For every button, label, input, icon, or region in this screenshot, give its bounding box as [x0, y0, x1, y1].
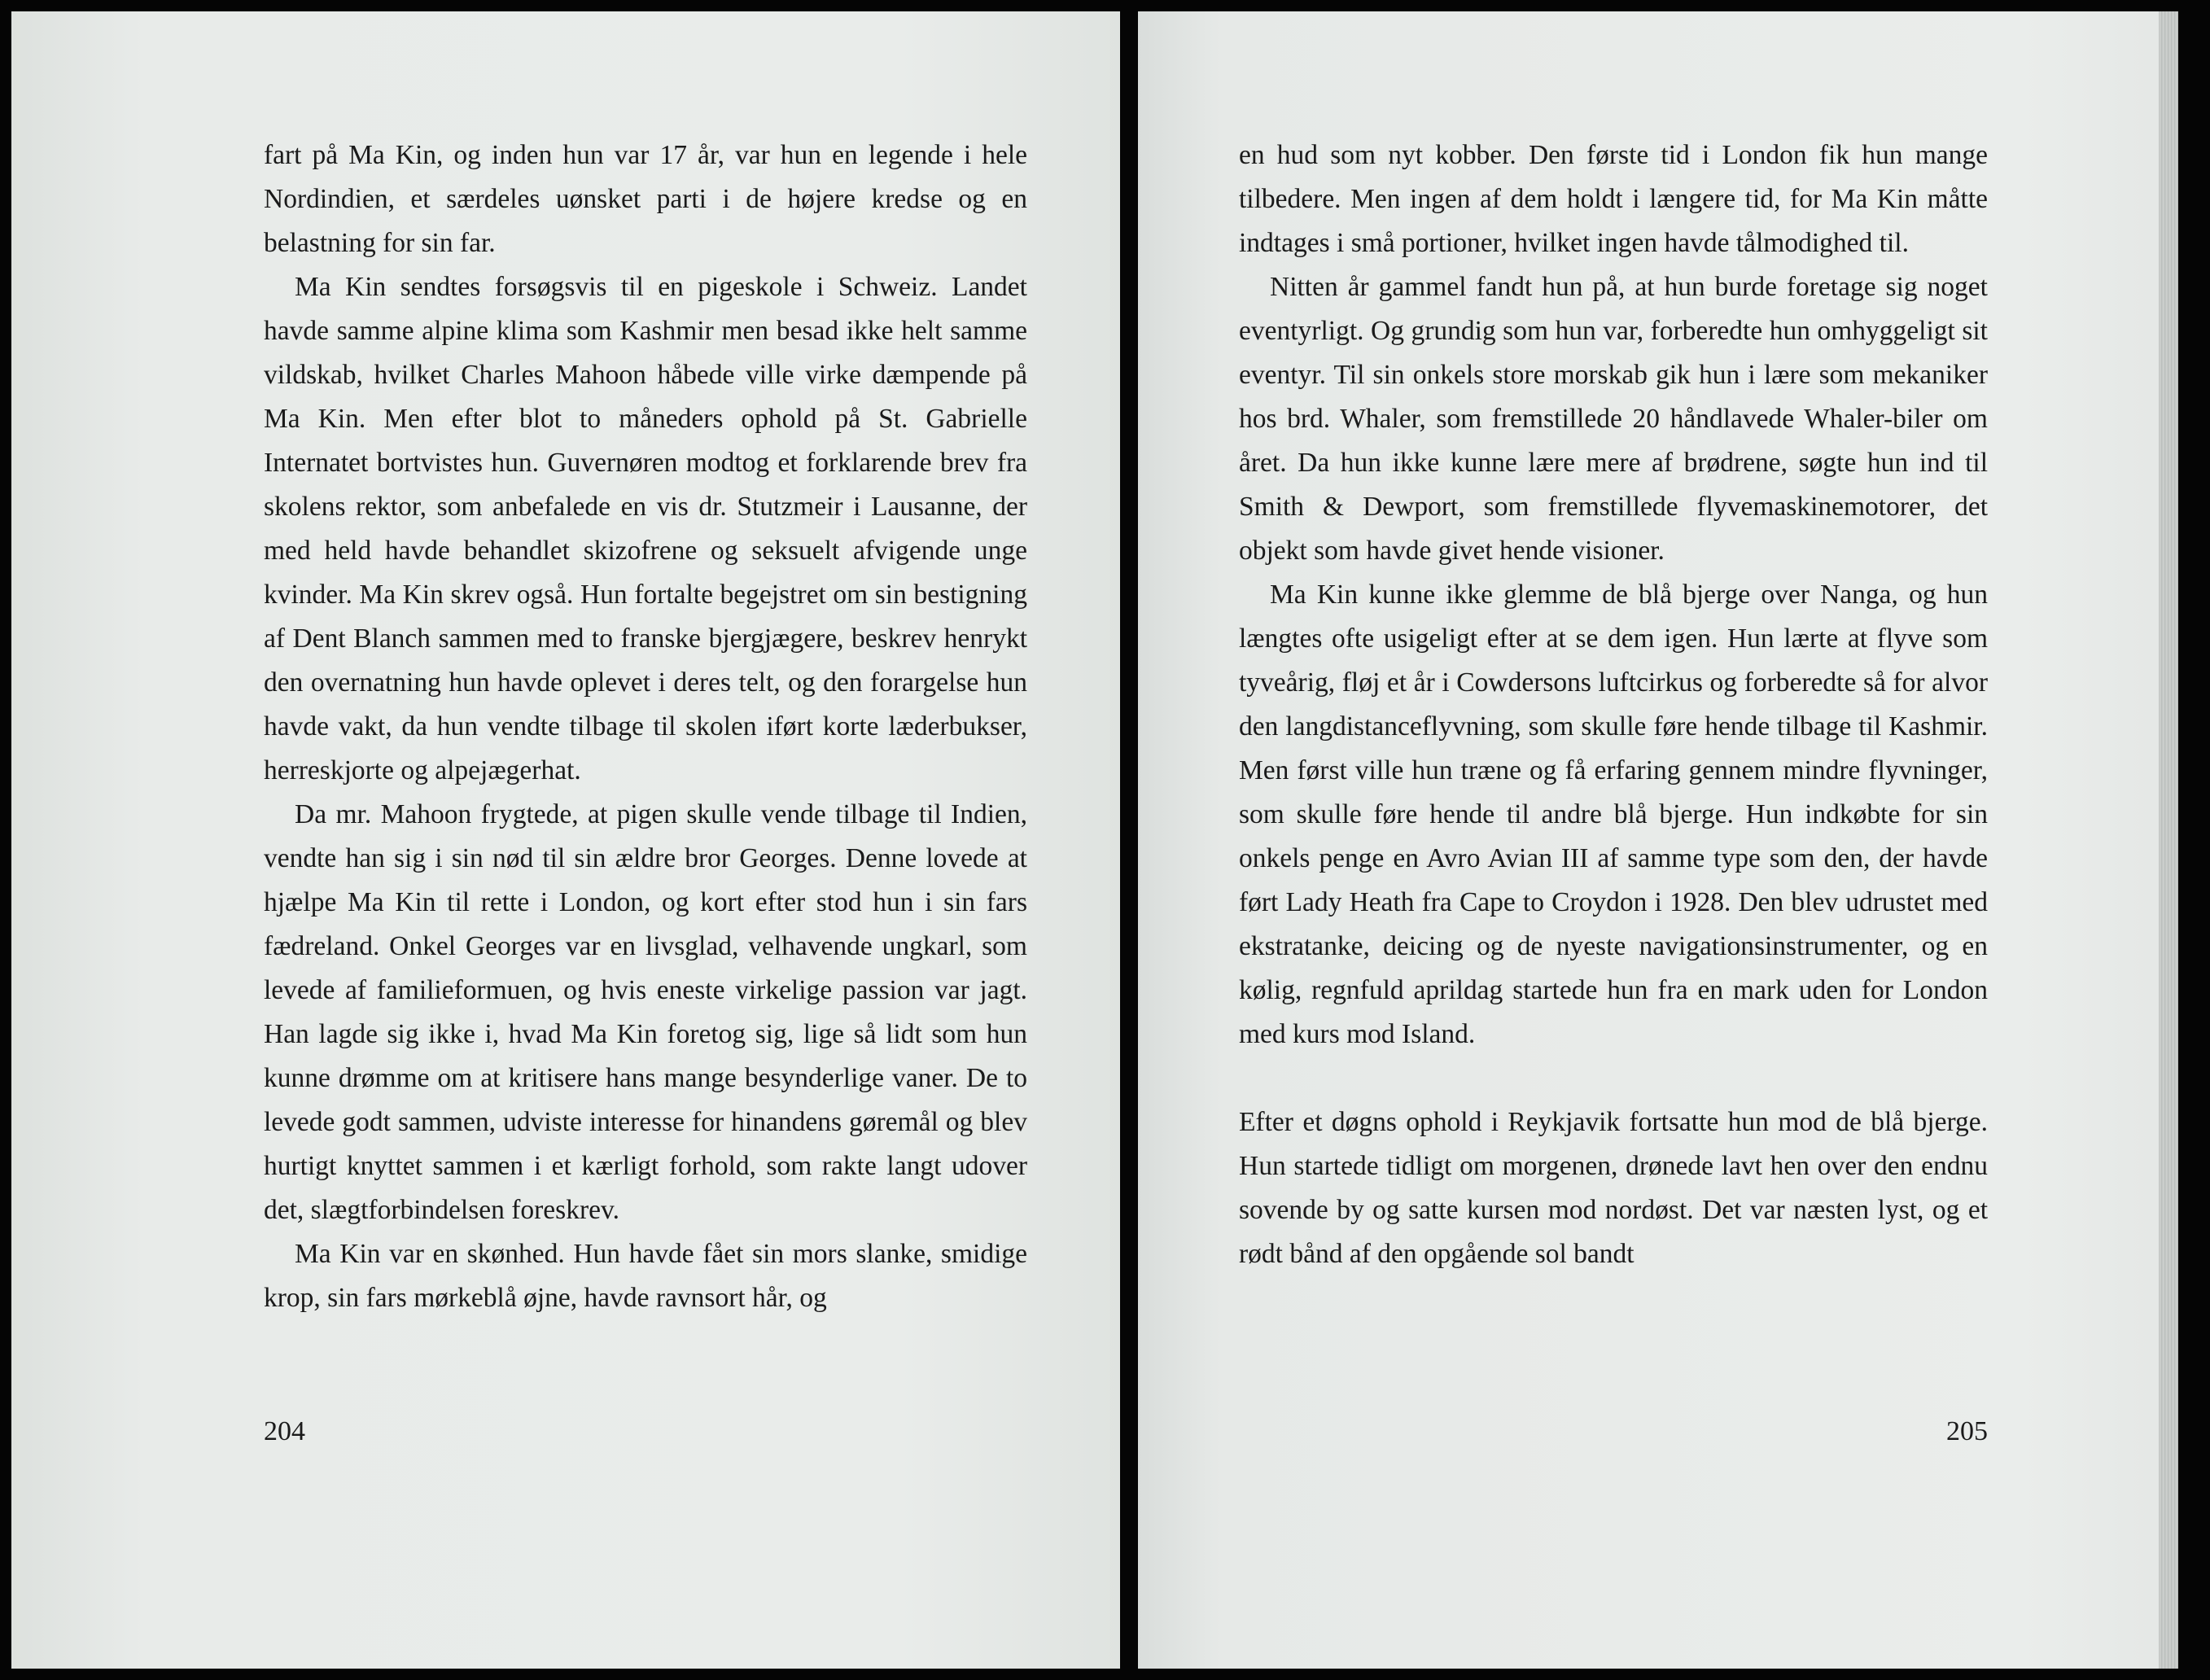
paragraph: en hud som nyt kobber. Den første tid i London fik hun mange tilbedere. Men ingen af dem holdt i længere tid, for Ma Kin måtte indtages i små portioner, hvilket ingen havde tålmodighed til.: [1239, 140, 1988, 258]
page-edge: [2159, 11, 2178, 1669]
paragraph: Efter et døgns ophold i Reykjavik fortsatte hun mod de blå bjerge. Hun startede tidligt om morgenen, drønede lavt hen over den endnu sovende by og satte kursen mod nordøst. Det var næsten lyst, og et rødt bånd af den opgående sol bandt: [1239, 1107, 1988, 1269]
paragraph: fart på Ma Kin, og inden hun var 17 år, var hun en legende i hele Nordindien, et særdeles uønsket parti i de højere kredse og en belastning for sin far.: [264, 140, 1027, 258]
paragraph: Nitten år gammel fandt hun på, at hun burde foretage sig noget eventyrligt. Og grundig som hun var, forberedte hun omhyggeligt sit eventyr. Til sin onkels store morskab gik hun i lære som mekaniker hos brd. Whaler, som fremstillede 20 håndlavede Whaler-biler om året. Da hun ikke kunne lære mere af brødrene, søgte hun ind til Smith & Dewport, som fremstillede flyvemaskinemotorer, det objekt som havde givet hende visioner.: [1239, 272, 1988, 566]
paragraph: Ma Kin sendtes forsøgsvis til en pigeskole i Schweiz. Landet havde samme alpine klima som Kashmir men besad ikke helt samme vildskab, hvilket Charles Mahoon håbede ville virke dæmpende på Ma Kin. Men efter blot to måneders ophold på St. Gabrielle Internatet bortvistes hun. Guvernøren modtog et forklarende brev fra skolens rektor, som anbefalede en vis dr. Stutzmeir i Lausanne, der med held havde behandlet skizofrene og seksuelt afvigende unge kvinder. Ma Kin skrev også. Hun fortalte begejstret om sin bestigning af Dent Blanch sammen med to franske bjergjægere, beskrev henrykt den overnatning hun havde oplevet i deres telt, og den forargelse hun havde vakt, da hun vendte tilbage til skolen iført korte læderbukser, herreskjorte og alpejægerhat.: [264, 272, 1027, 785]
page-number: 205: [1946, 1416, 1988, 1446]
paragraph: Ma Kin kunne ikke glemme de blå bjerge over Nanga, og hun længtes ofte usigeligt efter at se dem igen. Hun lærte at flyve som tyveårig, fløj et år i Cowdersons luftcirkus og forberedte så for alvor den langdistanceflyvning, som skulle føre hende tilbage til Kashmir. Men først ville hun træne og få erfaring gennem mindre flyvninger, som skulle føre hende til andre blå bjerge. Hun indkøbte for sin onkels penge en Avro Avian III af samme type som den, der havde ført Lady Heath fra Cape to Croydon i 1928. Den blev udrustet med ekstratanke, deicing og de nyeste navigationsinstrumenter, og en kølig, regnfuld aprildag startede hun fra en mark uden for London med kurs mod Island.: [1239, 580, 1988, 1049]
paragraph: Da mr. Mahoon frygtede, at pigen skulle vende tilbage til Indien, vendte han sig i sin nød til sin ældre bror Georges. Denne lovede at hjælpe Ma Kin til rette i London, og kort efter stod hun i sin fars fædreland. Onkel Georges var en livsglad, velhavende ungkarl, som levede af familieformuen, og hvis eneste virkelige passion var jagt. Han lagde sig ikke i, hvad Ma Kin foretog sig, lige så lidt som hun kunne drømme om at kritisere hans mange besynderlige vaner. De to levede godt sammen, udviste interesse for hinandens gøremål og blev hurtigt knyttet sammen i et kærligt forhold, som rakte langt udover det, slægtforbindelsen foreskrev.: [264, 799, 1027, 1225]
right-page: [1138, 11, 2178, 1669]
right-page-text: [1239, 133, 1988, 1276]
paragraph: Ma Kin var en skønhed. Hun havde fået sin mors slanke, smidige krop, sin fars mørkeblå øjne, havde ravnsort hår, og: [264, 1239, 1027, 1313]
page-number: 204: [264, 1416, 305, 1446]
left-page: [11, 11, 1120, 1669]
left-page-text: [264, 133, 1027, 1320]
